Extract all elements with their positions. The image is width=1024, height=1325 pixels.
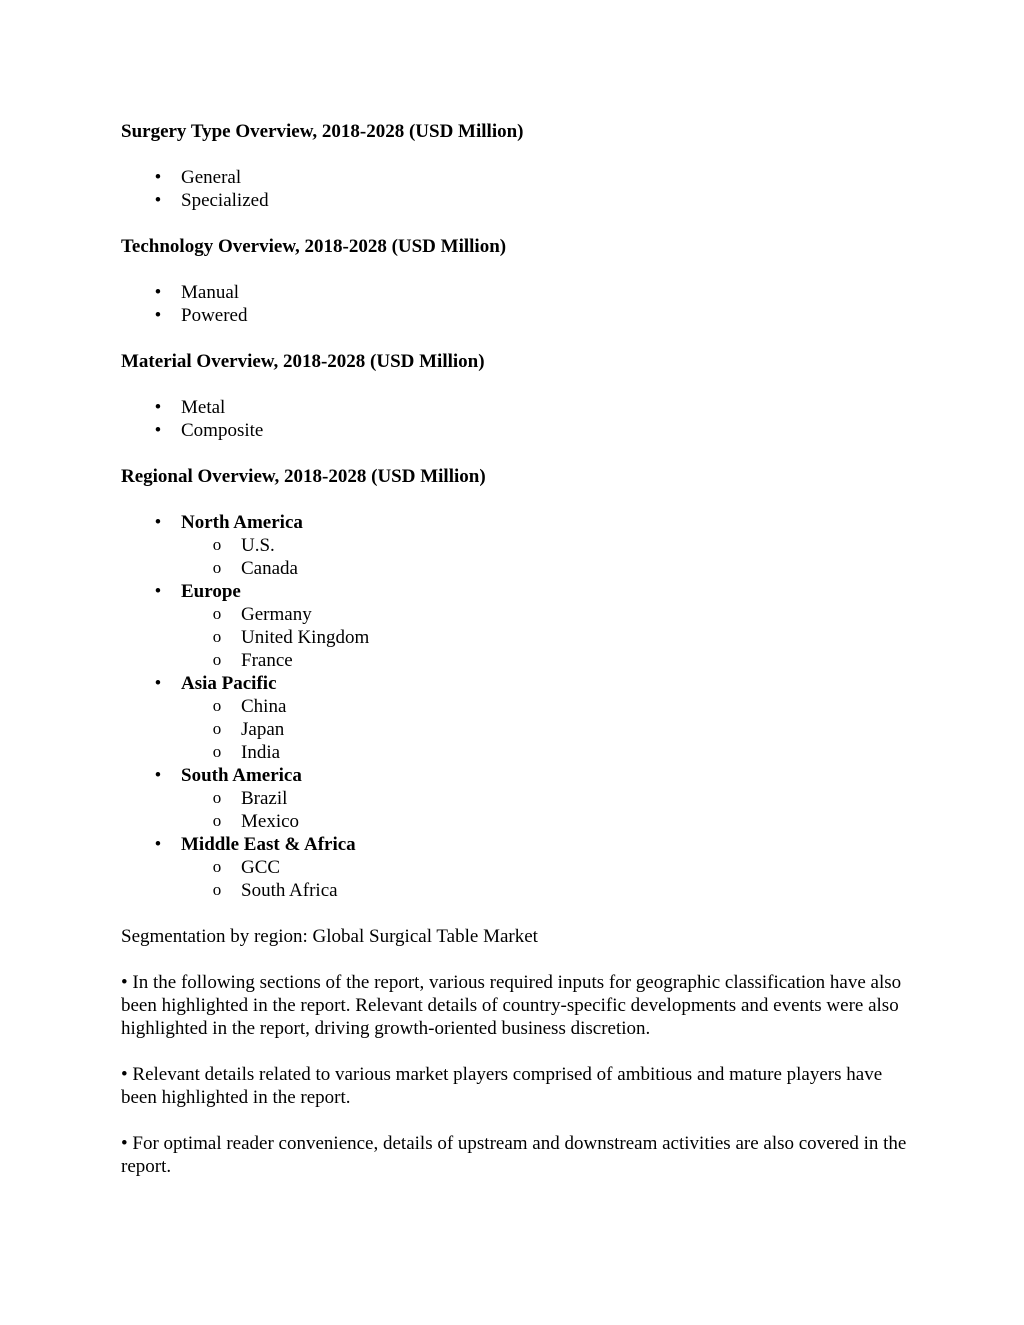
bullet-icon: • [154,190,162,211]
list-item [121,396,911,419]
sub-bullet-icon: o [212,558,222,577]
country-label: China [241,696,287,717]
country-list [181,534,911,580]
country-item [181,603,911,626]
sub-bullet-icon: o [212,650,222,669]
country-item [181,879,911,902]
country-label: United Kingdom [241,627,370,648]
sub-bullet-icon: o [212,696,222,715]
country-label: France [241,650,293,671]
bullet-icon: • [154,512,162,533]
region-label: South America [181,765,302,786]
list-item [121,189,911,212]
section-heading: Material Overview, 2018-2028 (USD Million) [121,351,485,372]
bullet-icon: • [154,397,162,418]
list-item [121,281,911,304]
paragraph-upstream-downstream: • For optimal reader convenience, details of upstream and downstream activities are also covered in the report. [121,1133,907,1177]
list-item-label: Powered [181,305,248,326]
bullet-list [121,396,911,442]
region-item-asia-pacific [121,672,911,764]
list-item-label: Metal [181,397,226,418]
country-list [181,695,911,764]
country-list [181,603,911,672]
country-item [181,557,911,580]
section-heading: Technology Overview, 2018-2028 (USD Million) [121,236,507,257]
region-item-north-america [121,511,911,580]
region-label: Middle East & Africa [181,834,356,855]
region-item-europe [121,580,911,672]
section-surgery-type [121,120,911,212]
country-list [181,787,911,833]
country-item [181,649,911,672]
country-item [181,856,911,879]
region-label: North America [181,512,303,533]
country-item [181,695,911,718]
sub-bullet-icon: o [212,811,222,830]
country-item [181,741,911,764]
country-label: GCC [241,857,281,878]
bullet-icon: • [154,282,162,303]
sub-bullet-icon: o [212,857,222,876]
country-list [181,856,911,902]
list-item-label: General [181,167,242,188]
bullet-list [121,281,911,327]
paragraph-market-players: • Relevant details related to various market players comprised of ambitious and mature players have been highlighted in the report. [121,1064,883,1108]
bullet-list [121,166,911,212]
segmentation-title: Segmentation by region: Global Surgical Table Market [121,926,538,947]
section-heading: Regional Overview, 2018-2028 (USD Million) [121,466,486,487]
list-item-label: Manual [181,282,240,303]
country-label: Japan [241,719,285,740]
sub-bullet-icon: o [212,719,222,738]
document-page [121,120,911,1201]
country-label: Canada [241,558,298,579]
list-item [121,304,911,327]
paragraph-geographic: • In the following sections of the report, various required inputs for geographic classification have also been highlighted in the report. Relevant details of country-specific developments and events were also highlighted in the report, driving growth-oriented business discretion. [121,972,902,1039]
list-item [121,166,911,189]
bullet-icon: • [154,673,162,694]
sub-bullet-icon: o [212,535,222,554]
section-regional [121,465,911,902]
bullet-icon: • [154,420,162,441]
section-technology [121,235,911,327]
country-item [181,718,911,741]
country-item [181,787,911,810]
region-list [121,511,911,902]
list-item-label: Specialized [181,190,269,211]
sub-bullet-icon: o [212,788,222,807]
sub-bullet-icon: o [212,627,222,646]
region-item-south-america [121,764,911,833]
country-label: Brazil [241,788,288,809]
sub-bullet-icon: o [212,880,222,899]
region-item-middle-east-africa [121,833,911,902]
sub-bullet-icon: o [212,604,222,623]
region-label: Asia Pacific [181,673,277,694]
country-label: U.S. [241,535,275,556]
country-item [181,626,911,649]
country-item [181,810,911,833]
bullet-icon: • [154,765,162,786]
section-material [121,350,911,442]
country-label: India [241,742,281,763]
bullet-icon: • [154,305,162,326]
list-item-label: Composite [181,420,264,441]
sub-bullet-icon: o [212,742,222,761]
bullet-icon: • [154,834,162,855]
list-item [121,419,911,442]
country-label: South Africa [241,880,338,901]
country-item [181,534,911,557]
country-label: Mexico [241,811,300,832]
bullet-icon: • [154,581,162,602]
country-label: Germany [241,604,312,625]
section-heading: Surgery Type Overview, 2018-2028 (USD Million) [121,121,524,142]
region-label: Europe [181,581,241,602]
bullet-icon: • [154,167,162,188]
